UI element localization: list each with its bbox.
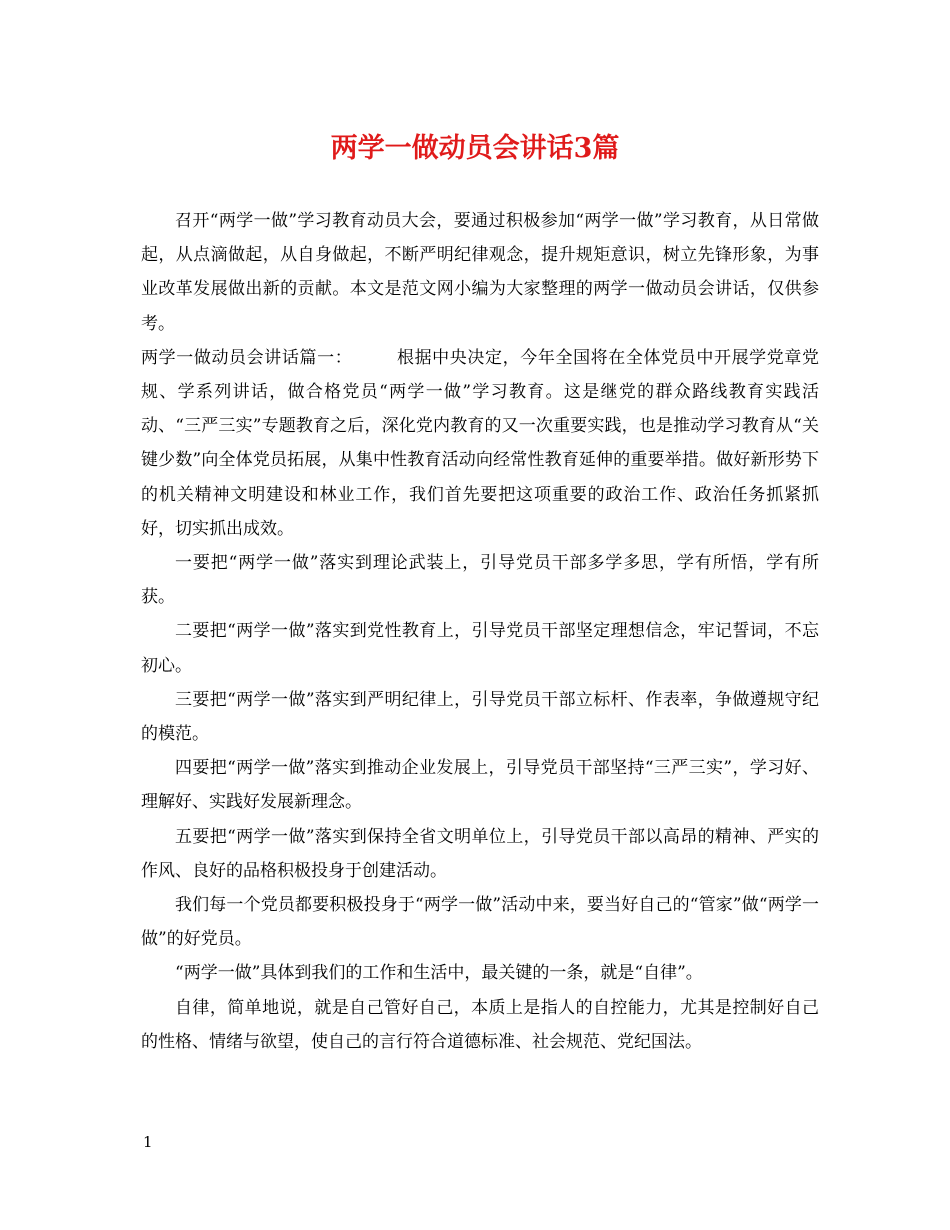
page-number: 1	[143, 1133, 153, 1151]
self-discipline-key-paragraph: “两学一做”具体到我们的工作和生活中，最关键的一条，就是“自律”。	[175, 963, 703, 984]
point-two-paragraph: 二要把“两学一做”落实到党性教育上，引导党员干部坚定理想信念，牢记誓词，不忘初心。	[141, 621, 819, 676]
self-discipline-definition-paragraph: 自律，简单地说，就是自己管好自己，本质上是指人的自控能力，尤其是控制好自己的性格、情绪与欲望，使自己的言行符合道德标准、社会规范、党纪国法。	[141, 997, 819, 1052]
point-five-paragraph: 五要把“两学一做”落实到保持全省文明单位上，引导党员干部以高昂的精神、严实的作风、良好的品格积极投身于创建活动。	[141, 826, 819, 881]
point-three-paragraph: 三要把“两学一做”落实到严明纪律上，引导党员干部立标杆、作表率，争做遵规守纪的模范。	[141, 689, 819, 745]
steward-paragraph: 我们每一个党员都要积极投身于“两学一做”活动中来，要当好自己的“管家”做“两学一做”的好党员。	[141, 895, 819, 950]
point-four-paragraph: 四要把“两学一做”落实到推动企业发展上，引导党员干部坚持“三严三实”，学习好、理解好、实践好发展新理念。	[141, 758, 819, 813]
speech-one-heading: 两学一做动员会讲话篇一：	[141, 347, 353, 368]
page-title: 两学一做动员会讲话3篇	[330, 133, 620, 164]
intro-paragraph: 召开“两学一做”学习教育动员大会，要通过积极参加“两学一做”学习教育，从日常做起，从点滴做起，从自身做起，不断严明纪律观念，提升规矩意识，树立先锋形象，为事业改革发展做出新的贡献。本文是范文网小编为大家整理的两学一做动员会讲话，仅供参考。	[141, 211, 819, 334]
speech-one-paragraph	[141, 341, 819, 546]
document-body	[141, 204, 819, 1059]
speech-one-text: 根据中央决定，今年全国将在全体党员中开展学党章党规、学系列讲话，做合格党员“两学一做”学习教育。这是继党的群众路线教育实践活动、“三严三实”专题教育之后，深化党内教育的又一次重要实践，也是推动学习教育从“关键少数”向全体党员拓展，从集中性教育活动向经常性教育延伸的重要举措。做好新形势下的机关精神文明建设和林业工作，我们首先要把这项重要的政治工作、政治任务抓紧抓好，切实抓出成效。	[141, 347, 820, 539]
point-one-paragraph: 一要把“两学一做”落实到理论武装上，引导党员干部多学多思，学有所悟，学有所获。	[141, 553, 819, 608]
